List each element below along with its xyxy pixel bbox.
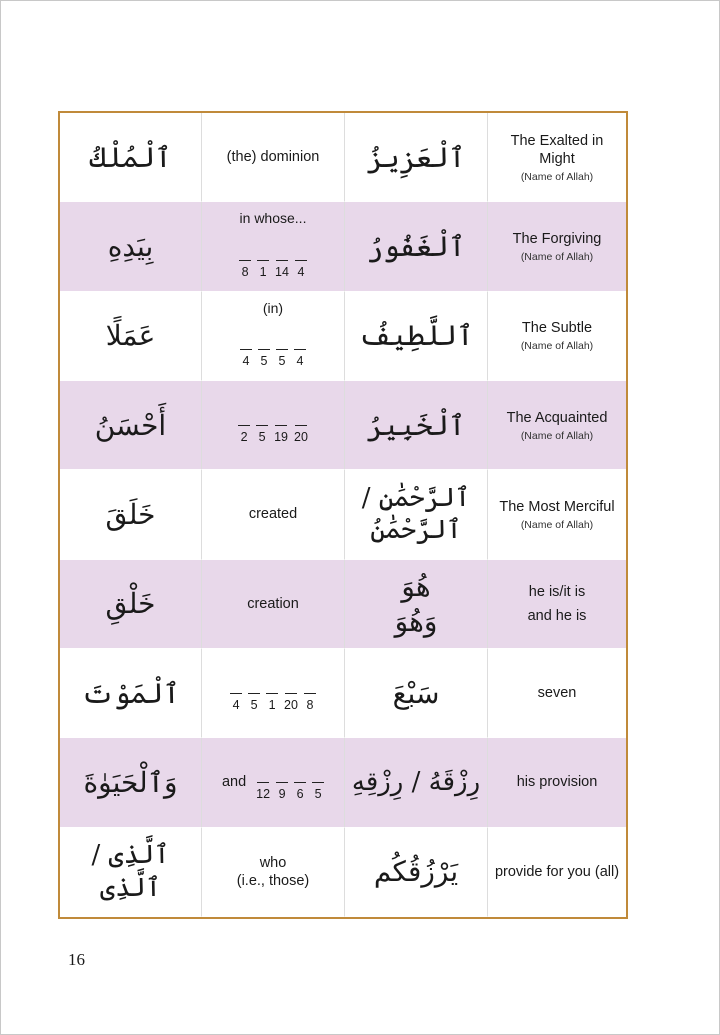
meaning-cell [488, 649, 626, 738]
meaning-cell [202, 381, 345, 470]
arabic-word-cell [345, 738, 488, 827]
meaning-text: (the) dominion [226, 149, 320, 166]
blank-slot: 5 [276, 349, 288, 368]
meaning-text: who [259, 854, 287, 871]
meaning-cell [202, 113, 345, 202]
blank-slot: 19 [274, 425, 288, 444]
blank-slot: 12 [256, 782, 270, 801]
arabic-word-cell [60, 292, 202, 381]
letter-blanks [202, 349, 344, 368]
blank-slot: 5 [258, 349, 270, 368]
arabic-word-cell [60, 470, 202, 559]
letter-blanks [238, 425, 308, 444]
blank-slot: 5 [312, 782, 324, 801]
meaning-text: provide for you (all) [494, 863, 620, 880]
meaning-hint: in whose... [239, 210, 307, 227]
meaning-cell [202, 202, 345, 291]
blank-slot: 14 [275, 260, 289, 279]
blank-slot: 1 [266, 693, 278, 712]
meaning-cell [202, 828, 345, 917]
meaning-text: created [248, 506, 298, 523]
arabic-word: خَلْقِ [105, 587, 156, 621]
meaning-text: The Forgiving [512, 230, 602, 247]
blank-slot: 20 [294, 425, 308, 444]
arabic-word-cell [345, 560, 488, 649]
meaning-text: he is/it is [528, 583, 586, 600]
name-of-allah-note: (Name of Allah) [520, 340, 594, 353]
arabic-word-cell [60, 738, 202, 827]
arabic-word: هُوَ [401, 569, 431, 603]
arabic-word: عَمَلًا [105, 319, 156, 353]
meaning-hint: (in) [262, 299, 284, 316]
arabic-word: ٱلْعَزِيزُ [366, 140, 466, 174]
name-of-allah-note: (Name of Allah) [520, 251, 594, 264]
blank-slot: 8 [239, 260, 251, 279]
arabic-word: أَحْسَنُ [94, 408, 167, 442]
arabic-word-cell [60, 649, 202, 738]
page-number: 16 [68, 950, 85, 969]
meaning-cell [488, 113, 626, 202]
meaning-cell [488, 470, 626, 559]
blank-slot: 5 [256, 425, 268, 444]
arabic-word-cell [60, 828, 202, 917]
blank-slot: 4 [295, 260, 307, 279]
arabic-word-cell [345, 828, 488, 917]
blank-slot: 4 [230, 693, 242, 712]
meaning-cell [488, 381, 626, 470]
blank-slot: 6 [294, 782, 306, 801]
arabic-word-cell [345, 202, 488, 291]
arabic-word: ٱلْغَفُورُ [366, 229, 466, 263]
arabic-word-cell [60, 202, 202, 291]
arabic-word: ٱلْخَبِيرُ [366, 408, 466, 442]
letter-blanks [256, 782, 324, 801]
meaning-cell [202, 560, 345, 649]
arabic-word-cell [345, 649, 488, 738]
arabic-word-cell [345, 113, 488, 202]
meaning-text: The Acquainted [506, 409, 608, 426]
arabic-word: ٱللَّطِيفُ [358, 319, 474, 353]
arabic-word: خَلَقَ [105, 497, 156, 531]
arabic-word: وَهُوَ [394, 604, 438, 638]
blank-slot: 8 [304, 693, 316, 712]
blank-slot: 1 [257, 260, 269, 279]
meaning-cell [202, 649, 345, 738]
meaning-text: The Exalted in Might [510, 132, 604, 167]
name-of-allah-note: (Name of Allah) [520, 519, 594, 532]
arabic-word: ٱلَّذِى / ٱلَّذِى [91, 840, 170, 903]
blank-slot: 20 [284, 693, 298, 712]
blank-slot: 2 [238, 425, 250, 444]
blank-slot: 4 [294, 349, 306, 368]
meaning-text: and [221, 774, 247, 791]
letter-blanks [230, 693, 316, 712]
meaning-text: his provision [516, 774, 598, 791]
arabic-word-cell [345, 381, 488, 470]
arabic-word: رِزْقَهُ / رِزْقِهِ [351, 767, 481, 798]
blank-slot: 4 [240, 349, 252, 368]
arabic-word: ٱلْمُلْكُ [89, 140, 172, 174]
arabic-word: يَرْزُقُكُم [373, 855, 459, 889]
arabic-word: ٱلرَّحْمَٰنِ / ٱلرَّحْمَٰنُ [361, 482, 471, 546]
arabic-word: وَٱلْحَيَوٰةَ [83, 765, 178, 799]
blank-slot: 5 [248, 693, 260, 712]
meaning-text: creation [247, 595, 299, 612]
meaning-cell [488, 202, 626, 291]
arabic-word-cell [345, 292, 488, 381]
meaning-text: The Subtle [521, 320, 593, 337]
letter-blanks [202, 260, 344, 279]
meaning-text: seven [537, 685, 577, 702]
arabic-word-cell [60, 560, 202, 649]
arabic-word-cell [345, 470, 488, 559]
meaning-text: and he is [527, 607, 587, 624]
meaning-cell [202, 738, 345, 827]
meaning-text: (i.e., those) [236, 872, 310, 889]
meaning-cell [202, 470, 345, 559]
name-of-allah-note: (Name of Allah) [520, 170, 594, 183]
arabic-word: سَبْعَ [392, 676, 440, 710]
meaning-cell [488, 560, 626, 649]
name-of-allah-note: (Name of Allah) [520, 429, 594, 442]
meaning-cell [202, 292, 345, 381]
meaning-with-blanks [222, 764, 324, 801]
arabic-word: بِيَدِهِ [107, 229, 154, 263]
meaning-cell [488, 738, 626, 827]
blank-slot: 9 [276, 782, 288, 801]
meaning-text: The Most Merciful [499, 498, 615, 515]
meaning-cell [488, 292, 626, 381]
arabic-word: ٱلْمَوْتَ [81, 676, 180, 710]
arabic-word-cell [60, 381, 202, 470]
meaning-cell [488, 828, 626, 917]
vocabulary-table [58, 111, 628, 919]
arabic-word-cell [60, 113, 202, 202]
